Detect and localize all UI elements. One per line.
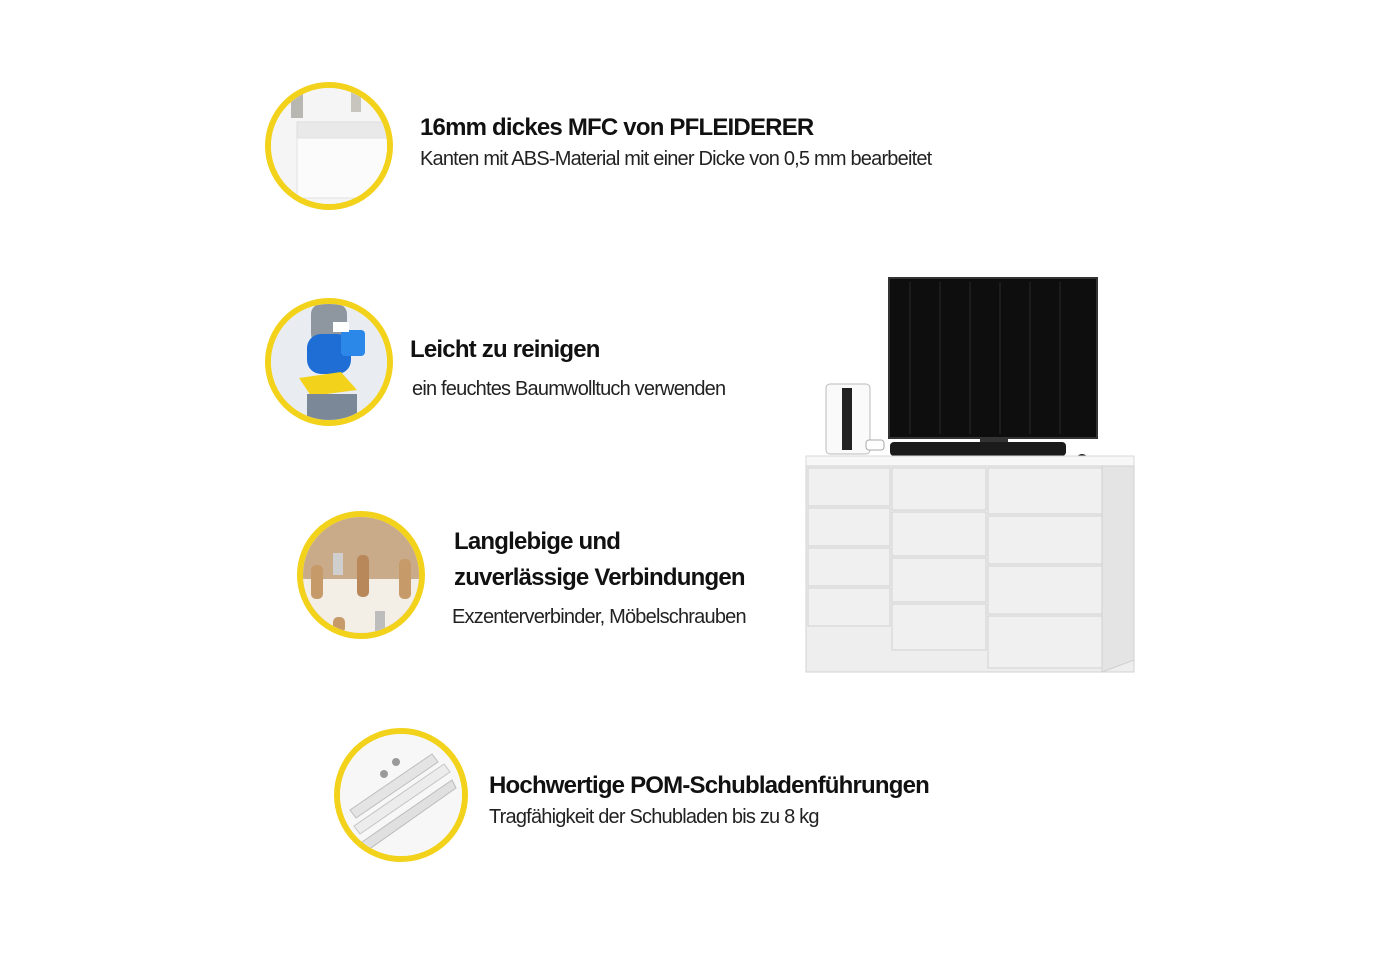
feature-subtitle-connections: Exzenterverbinder, Möbelschrauben: [452, 606, 746, 628]
wooden-dowels-icon: [297, 511, 425, 639]
soundbar: [890, 442, 1066, 456]
feature-subtitle-drawer-rails: Tragfähigkeit der Schubladen bis zu 8 kg: [489, 806, 819, 828]
feature-title-cleaning: Leicht zu reinigen: [410, 336, 600, 363]
board-edge-icon: [265, 82, 393, 210]
feature-title-mfc: 16mm dickes MFC von PFLEIDERER: [420, 114, 814, 141]
tv-screen: [889, 278, 1097, 438]
feature-subtitle-cleaning: ein feuchtes Baumwolltuch verwenden: [412, 378, 726, 400]
feature-title-connections-line2: zuverlässige Verbindungen: [454, 564, 745, 591]
feature-subtitle-mfc: Kanten mit ABS-Material mit einer Dicke von 0,5 mm bearbeitet: [420, 148, 932, 170]
dresser-with-tv-illustration: [800, 270, 1140, 680]
drawer-rails-icon: [334, 728, 468, 862]
feature-title-connections: [454, 524, 745, 596]
feature-title-connections-line1: Langlebige und: [454, 528, 621, 555]
feature-title-drawer-rails: Hochwertige POM-Schubladenführungen: [489, 772, 930, 799]
cleaning-glove-icon: [265, 298, 393, 426]
